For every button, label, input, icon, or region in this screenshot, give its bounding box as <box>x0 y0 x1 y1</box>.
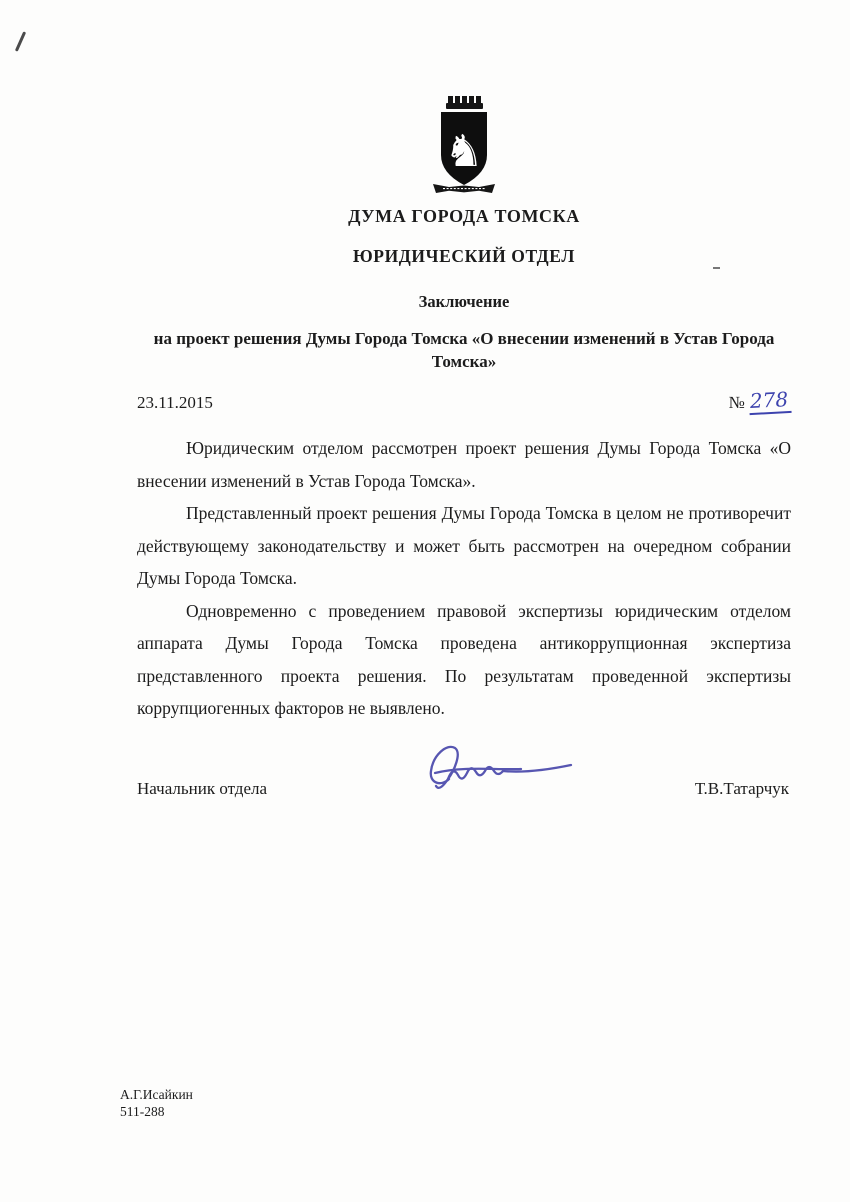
date-number-row <box>137 389 791 415</box>
document-subject: на проект решения Думы Города Томска «О внесении изменений в Устав Города Томска» <box>153 329 775 371</box>
document-body <box>137 432 791 725</box>
signer-position: Начальник отдела <box>137 778 268 798</box>
number-sign: № <box>728 393 745 412</box>
document-type-heading: Заключение <box>418 292 510 311</box>
crown-icon <box>446 96 483 109</box>
executor-phone: 511-288 <box>120 1104 165 1119</box>
scan-artifact <box>15 31 26 51</box>
horse-icon: ♞ <box>444 126 484 177</box>
coat-of-arms-svg <box>429 93 499 193</box>
executor-name: А.Г.Исайкин <box>120 1087 193 1102</box>
body-paragraph-3: Одновременно с проведением правовой экспертизы юридическим отделом аппарата Думы Города Томска проведена антикоррупционная экспертиза представленного проекта решения. По результатам проведенной экспертизы коррупциогенных факторов не выявлено. <box>137 600 791 718</box>
document-number <box>729 389 791 415</box>
organization-name: ДУМА ГОРОДА ТОМСКА <box>348 206 580 226</box>
body-paragraph-2: Представленный проект решения Думы Города Томска в целом не противоречит действующему законодательству и может быть рассмотрен на очередном собрании Думы Города Томска. <box>137 503 791 588</box>
signature-ink <box>409 739 584 801</box>
signature-block <box>137 771 791 813</box>
body-paragraph-1: Юридическим отделом рассмотрен проект решения Думы Города Томска «О внесении изменений в Устав Города Томска». <box>137 438 791 491</box>
tomsk-coat-of-arms-icon <box>429 93 499 193</box>
handwritten-number: 278 <box>748 387 791 415</box>
document-content <box>137 93 791 813</box>
motto-ribbon <box>433 184 495 193</box>
department-name: ЮРИДИЧЕСКИЙ ОТДЕЛ <box>352 246 575 266</box>
document-date: 23.11.2015 <box>137 393 213 412</box>
signer-name: Т.В.Татарчук <box>694 778 789 798</box>
executor-block <box>120 1086 193 1120</box>
